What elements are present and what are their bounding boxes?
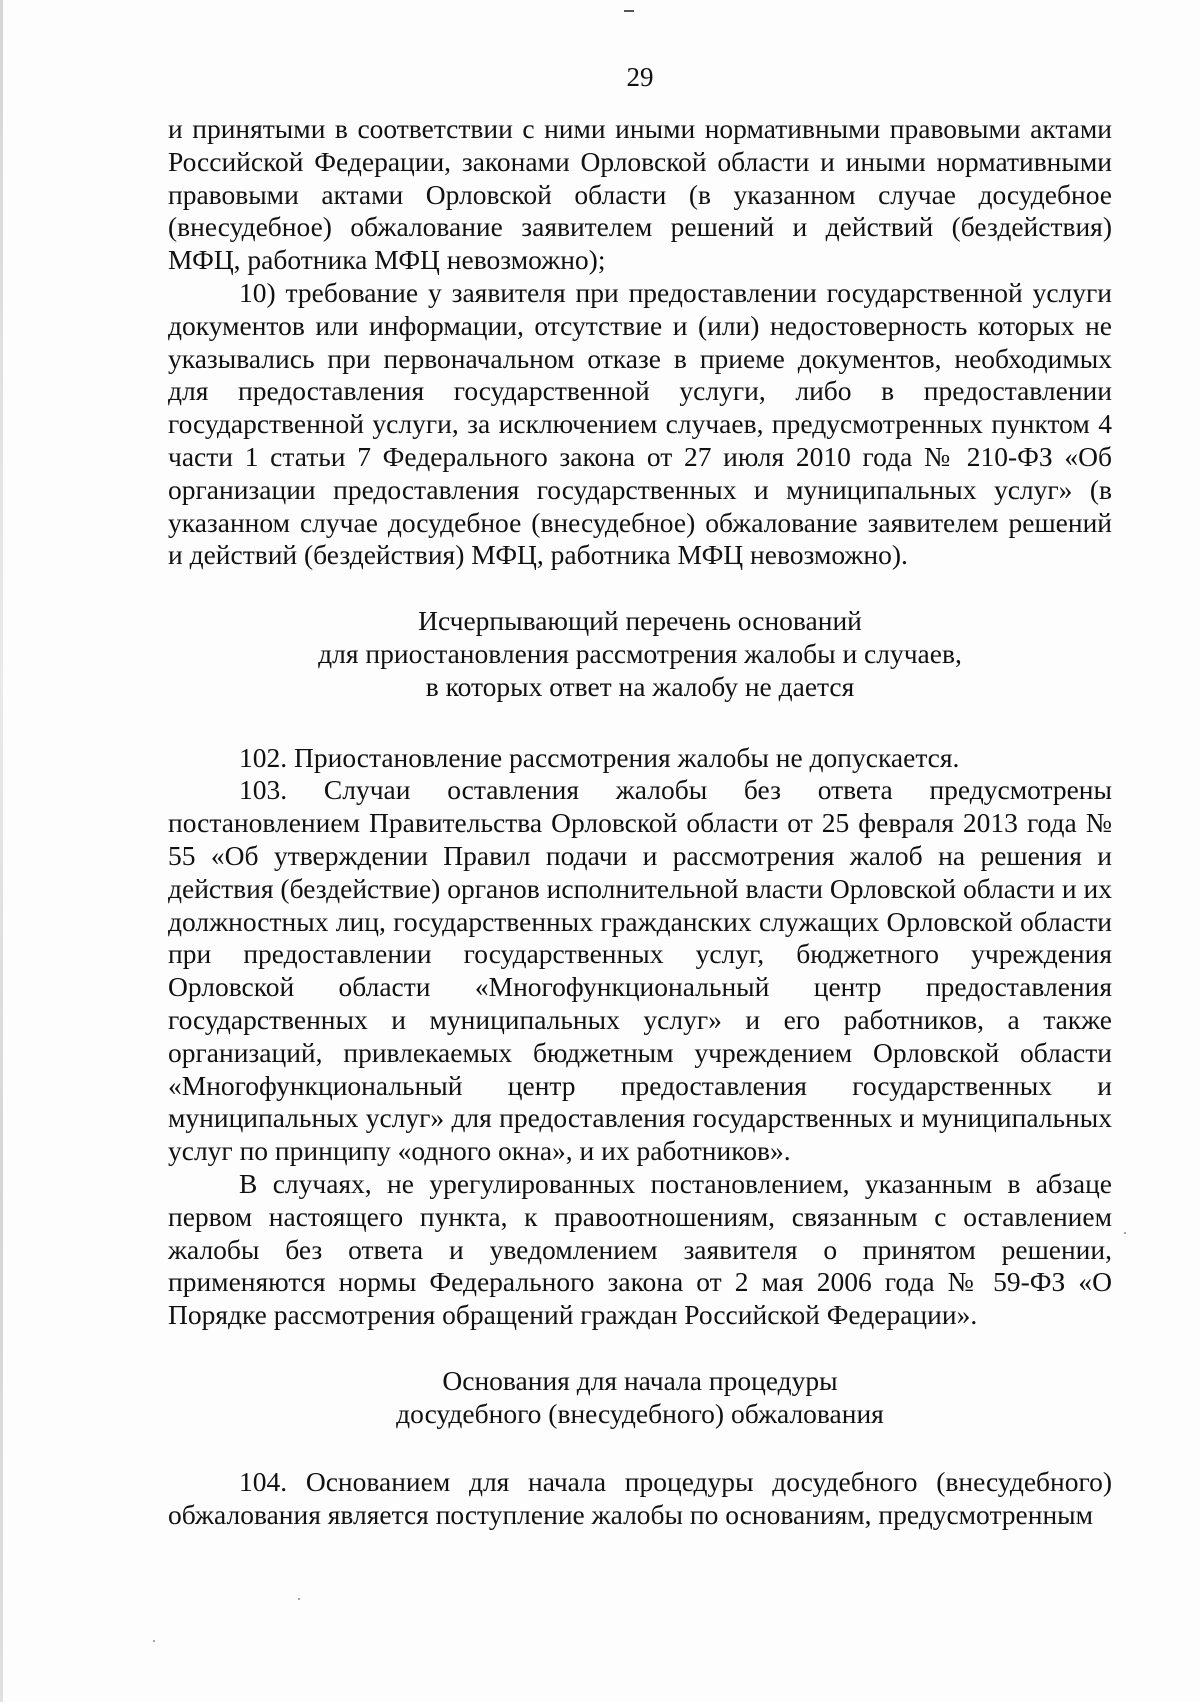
section-heading-grounds-suspension [168, 605, 1112, 703]
paragraph-103-second: В случаях, не урегулированных постановлением, указанным в абзаце первом настоящего пункта, к правоотношениям, связанным с оставлением жалобы без ответа и уведомлением заявителя о принятом решении, применяются нормы Федерального закона от 2 мая 2006 года № 59-ФЗ «О Порядке рассмотрения обращений граждан Российской Федерации». [168, 1167, 1112, 1331]
paragraph-103: 103. Случаи оставления жалобы без ответа предусмотрены постановлением Правительства Орловской области от 25 февраля 2013 года № 55 «Об утверждении Правил подачи и рассмотрения жалоб на решения и действия (бездействие) органов исполнительной власти Орловской области и их должностных лиц, государственных гражданских служащих Орловской области при предоставлении государственных услуг, бюджетного учреждения Орловской области «Многофункциональный центр предоставления государственных и муниципальных услуг» и его работников, а также организаций, привлекаемых бюджетным учреждением Орловской области «Многофункциональный центр предоставления государственных и муниципальных услуг» для предоставления государственных и муниципальных услуг по принципу «одного окна», и их работников». [168, 774, 1112, 1167]
document-body [168, 113, 1112, 1532]
paragraph-102: 102. Приостановление рассмотрения жалобы не допускается. [239, 741, 960, 773]
heading-line: Исчерпывающий перечень оснований [418, 605, 862, 637]
paragraph-continuation: и принятыми в соответствии с ними иными нормативными правовыми актами Российской Федерации, законами Орловской области и иными нормативными правовыми актами Орловской области (в указанном случае досудебное (внесудебное) обжалование заявителем решений и действий (бездействия) МФЦ, работника МФЦ невозможно); [168, 113, 1112, 276]
scan-left-edge [0, 0, 3, 1702]
heading-line: для приостановления рассмотрения жалобы и случаев, [318, 637, 962, 669]
scan-mark [624, 10, 634, 12]
heading-line: в которых ответ на жалобу не дается [425, 670, 855, 702]
paragraph-104: 104. Основанием для начала процедуры досудебного (внесудебного) обжалования является поступление жалобы по основаниям, предусмотренным [168, 1466, 1112, 1531]
page-number: 29 [626, 62, 654, 92]
scan-speck [1124, 1232, 1126, 1234]
section-heading-grounds-appeal [168, 1365, 1112, 1431]
heading-line: Основания для начала процедуры [442, 1364, 838, 1396]
scan-speck [298, 1598, 300, 1600]
heading-line: досудебного (внесудебного) обжалования [396, 1397, 884, 1429]
paragraph-item-10: 10) требование у заявителя при предоставлении государственной услуги документов или информации, отсутствие и (или) недостоверность которых не указывались при первоначальном отказе в приеме документов, необходимых для предоставления государственной услуги, либо в предоставлении государственной услуги, за исключением случаев, предусмотренных пунктом 4 части 1 статьи 7 Федерального закона от 27 июля 2010 года № 210-ФЗ «Об организации предоставления государственных и муниципальных услуг» (в указанном случае досудебное (внесудебное) обжалование заявителем решений и действий (бездействия) МФЦ, работника МФЦ невозможно). [168, 276, 1112, 571]
scan-speck [153, 1640, 155, 1642]
